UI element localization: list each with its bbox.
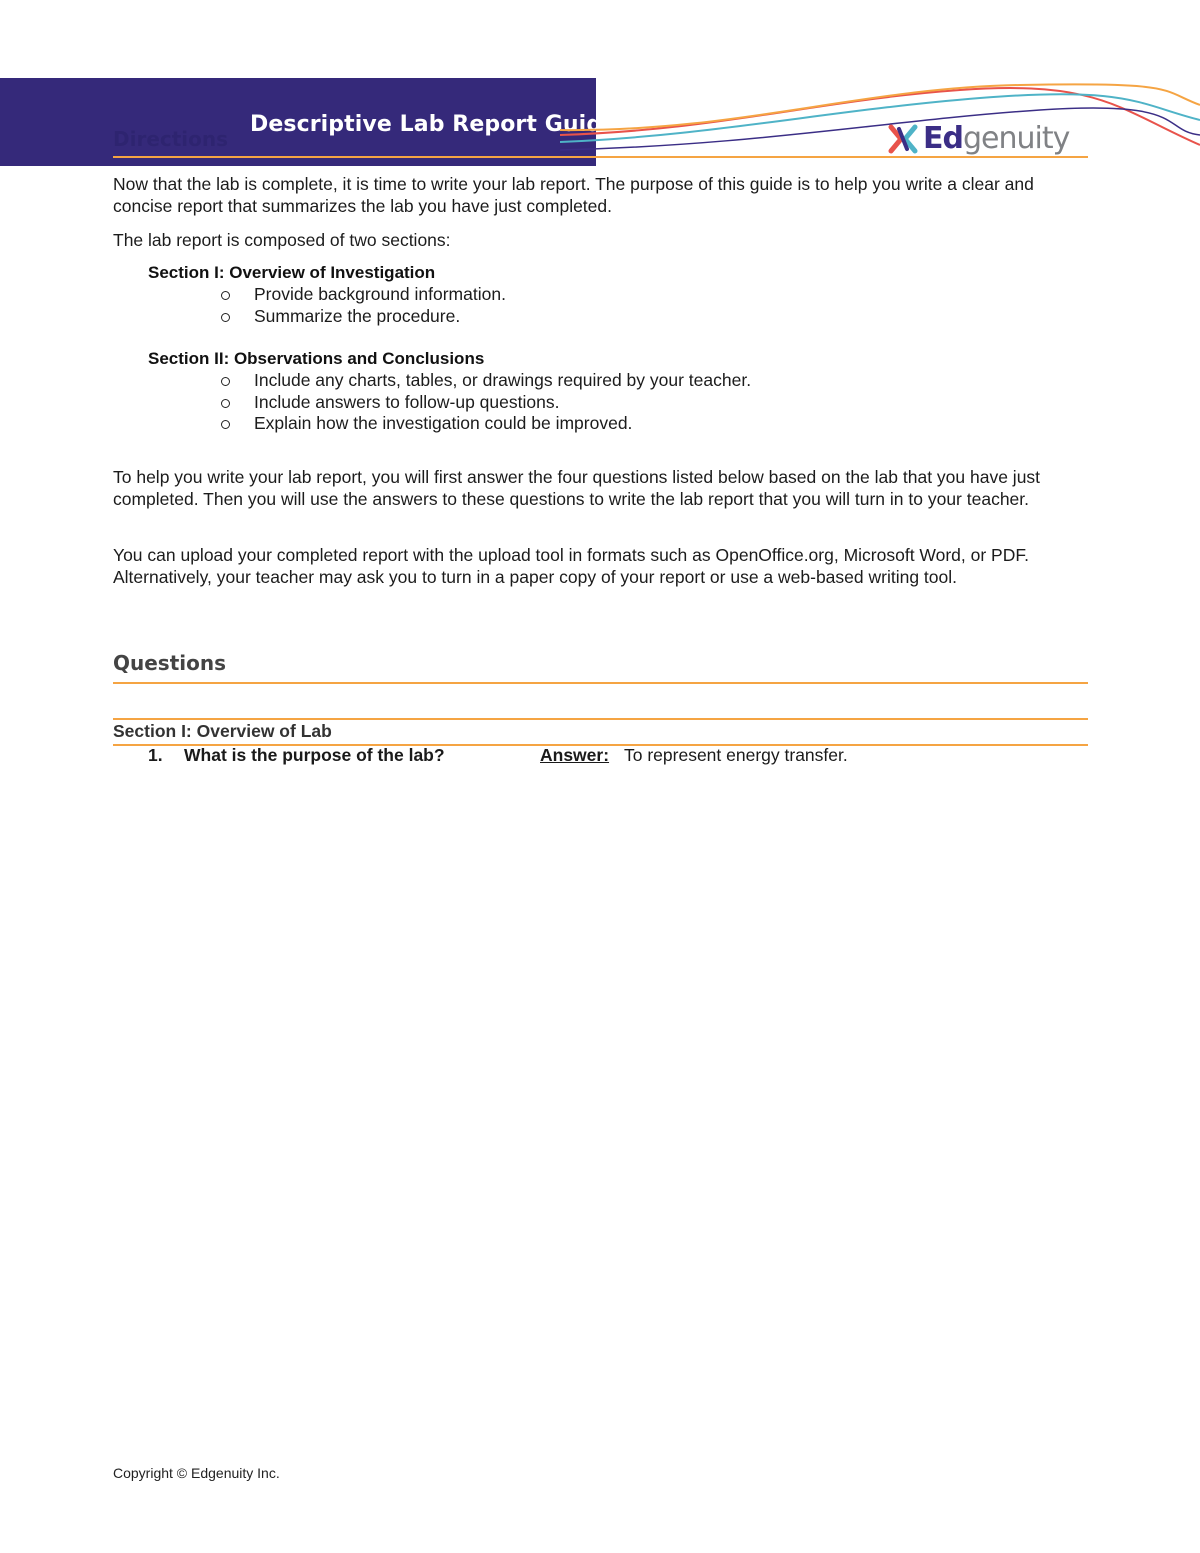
overview-section-title: Section I: Overview of Lab xyxy=(113,721,332,741)
questions-divider xyxy=(113,682,1088,684)
questions-heading: Questions xyxy=(113,651,227,675)
section-2-bullets xyxy=(218,370,751,435)
answer-label: Answer: xyxy=(540,745,610,765)
list-item: Summarize the procedure. xyxy=(218,306,506,328)
edgenuity-x-icon xyxy=(887,123,919,155)
section-2-title: Section II: Observations and Conclusions xyxy=(148,349,485,368)
section-1-bullets xyxy=(218,284,506,327)
decorative-waves xyxy=(560,60,1200,160)
question-number: 1. xyxy=(148,745,163,765)
upload-paragraph: You can upload your completed report with the upload tool in formats such as OpenOffice.org, Microsoft Word, or PDF. Alternatively, your teacher may ask you to turn in a paper copy of your report or use a web-based writing tool. xyxy=(113,545,1029,587)
question-row xyxy=(148,745,1088,769)
directions-heading: Directions xyxy=(113,127,229,151)
document-title: Descriptive Lab Report Guide xyxy=(250,112,618,137)
list-item: Include any charts, tables, or drawings required by your teacher. xyxy=(218,370,751,392)
intro-paragraph: Now that the lab is complete, it is time to write your lab report. The purpose of this guide is to help you write a clear and concise report that summarizes the lab you have just completed. xyxy=(113,174,1034,216)
list-item: Include answers to follow-up questions. xyxy=(218,392,751,414)
section-1-title: Section I: Overview of Investigation xyxy=(148,263,436,282)
composed-paragraph: The lab report is composed of two sections: xyxy=(113,230,451,250)
answer-value: To represent energy transfer. xyxy=(624,745,848,765)
list-item: Provide background information. xyxy=(218,284,506,306)
header-divider xyxy=(113,156,1088,158)
copyright-footer: Copyright © Edgenuity Inc. xyxy=(113,1465,280,1481)
list-item: Explain how the investigation could be improved. xyxy=(218,413,751,435)
logo-wordmark: Edgenuity xyxy=(923,121,1070,156)
edgenuity-logo xyxy=(887,123,1069,155)
section-divider-top xyxy=(113,718,1088,720)
help-paragraph: To help you write your lab report, you will first answer the four questions listed below based on the lab that you have just completed. Then you will use the answers to these questions to write the lab report that you will turn in to your teacher. xyxy=(113,467,1041,509)
question-text: What is the purpose of the lab? xyxy=(184,745,445,765)
